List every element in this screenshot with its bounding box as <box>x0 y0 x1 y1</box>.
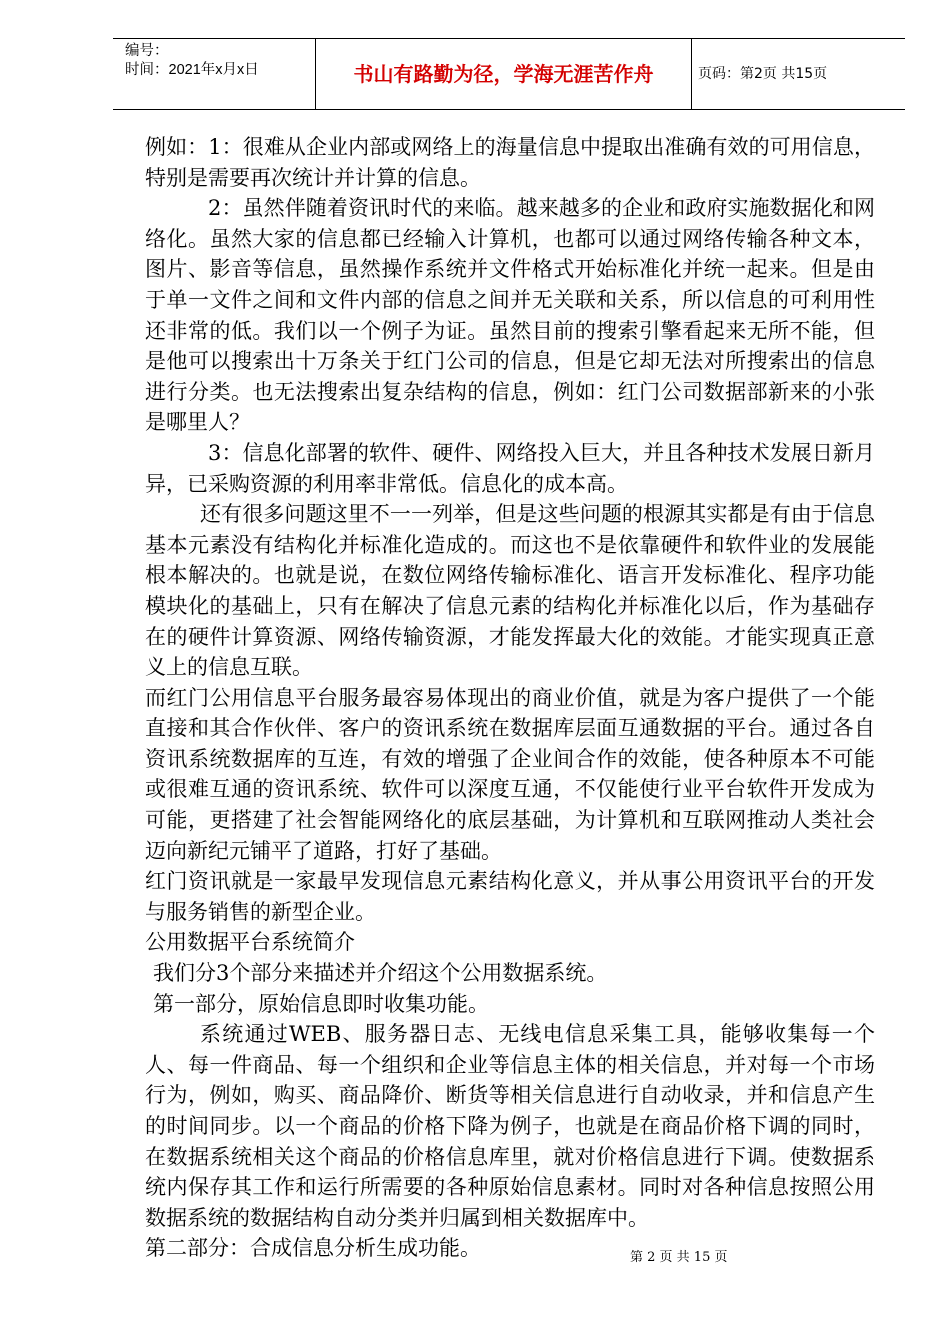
paragraph: 还有很多问题这里不一一列举，但是这些问题的根源其实都是有由于信息基本元素没有结构化并标准化造成的。而这也不是依靠硬件和软件业的发展能根本解决的。也就是说，在数位网络传输标准化、语言开发标准化、程序功能模块化的基础上，只有在解决了信息元素的结构化并标准化以后，作为基础存在的硬件计算资源、网络传输资源，才能发挥最大化的效能。才能实现真正意义上的信息互联。 <box>145 502 875 680</box>
document-number: 编号： <box>125 43 169 59</box>
document-body <box>145 132 875 1264</box>
paragraph: 我们分3个部分来描述并介绍这个公用数据系统。 <box>153 961 608 986</box>
paragraph: 红门资讯就是一家最早发现信息元素结构化意义，并从事公用资讯平台的开发与服务销售的新型企业。 <box>145 869 875 924</box>
header-page-number: 页码：第2页 共15页 <box>698 66 828 82</box>
paragraph: 2：虽然伴随着资讯时代的来临。越来越多的企业和政府实施数据化和网络化。虽然大家的信息都已经输入计算机，也都可以通过网络传输各种文本，图片、影音等信息，虽然操作系统并文件格式开始标准化并统一起来。但是由于单一文件之间和文件内部的信息之间并无关联和关系，所以信息的可利用性还非常的低。我们以一个例子为证。虽然目前的搜索引擎看起来无所不能，但是他可以搜索出十万条关于红门公司的信息，但是它却无法对所搜索出的信息进行分类。也无法搜索出复杂结构的信息，例如：红门公司数据部新来的小张是哪里人？ <box>145 196 875 435</box>
section-heading: 公用数据平台系统简介 <box>145 930 355 955</box>
paragraph: 3：信息化部署的软件、硬件、网络投入巨大，并且各种技术发展日新月异，已采购资源的利用率非常低。信息化的成本高。 <box>145 440 875 496</box>
page-footer: 第 2 页 共 15 页 <box>630 1250 728 1265</box>
header-motto: 书山有路勤为径，学海无涯苦作舟 <box>316 39 692 109</box>
paragraph: 第二部分：合成信息分析生成功能。 <box>145 1236 481 1261</box>
paragraph: 系统通过WEB、服务器日志、无线电信息采集工具，能够收集每一个人、每一件商品、每一个组织和企业等信息主体的相关信息，并对每一个市场行为，例如，购买、商品降价、断货等相关信息进行自动收录，并和信息产生的时间同步。以一个商品的价格下降为例子，也就是在商品价格下调的同时，在数据系统相关这个商品的价格信息库里，就对价格信息进行下调。使数据系统内保存其工作和运行所需要的各种原始信息素材。同时对各种信息按照公用数据系统的数据结构自动分类并归属到相关数据库中。 <box>145 1022 875 1230</box>
paragraph: 第一部分，原始信息即时收集功能。 <box>153 991 489 1016</box>
paragraph: 例如：1：很难从企业内部或网络上的海量信息中提取出准确有效的可用信息，特别是需要再次统计并计算的信息。 <box>145 135 875 190</box>
header-meta <box>113 39 316 109</box>
page-header <box>113 38 905 110</box>
document-time: 时间：2021年x月x日 <box>125 62 259 78</box>
paragraph: 而红门公用信息平台服务最容易体现出的商业价值，就是为客户提供了一个能直接和其合作伙伴、客户的资讯系统在数据库层面互通数据的平台。通过各自资讯系统数据库的互连，有效的增强了企业间合作的效能，使各种原本不可能或很难互通的资讯系统、软件可以深度互通，不仅能使行业平台软件开发成为可能，更搭建了社会智能网络化的底层基础，为计算机和互联网推动人类社会迈向新纪元铺平了道路，打好了基础。 <box>145 685 875 863</box>
